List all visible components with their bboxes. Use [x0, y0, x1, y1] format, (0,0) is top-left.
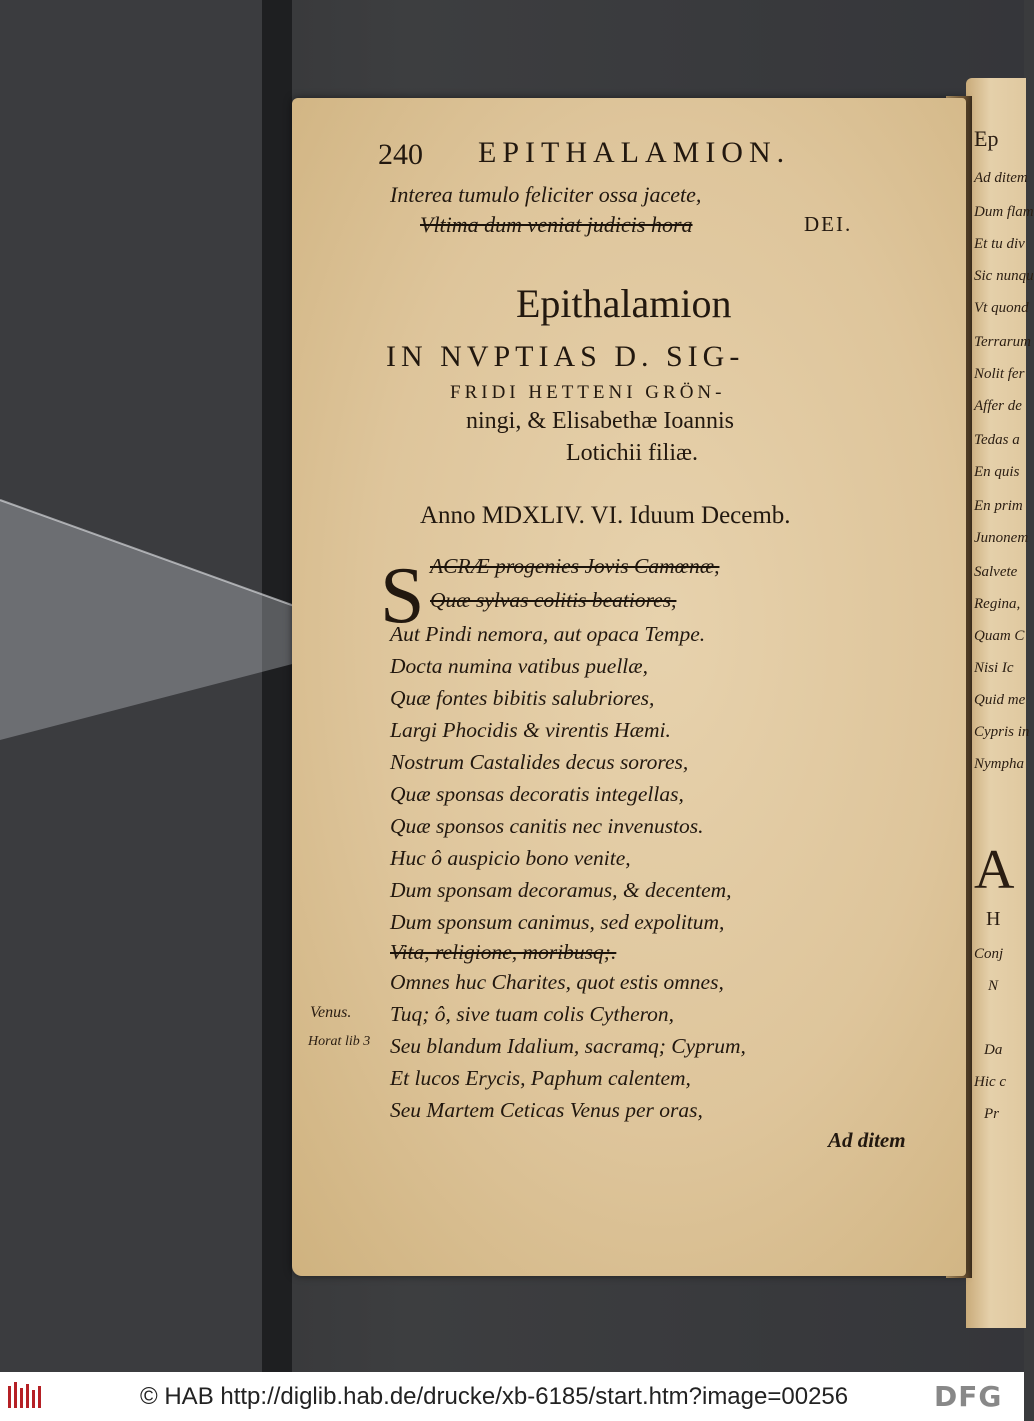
epitaph-line: Interea tumulo feliciter ossa jacete, [390, 182, 702, 207]
date-line: Anno MDXLIV. VI. Iduum Decemb. [420, 502, 791, 529]
facing-fragment: Nisi Ic [974, 660, 1014, 676]
margin-note: Horat lib 3 [308, 1034, 371, 1049]
verse-line: Dum sponsam decoramus, & decentem, [390, 878, 732, 902]
page-number: 240 [378, 138, 423, 171]
facing-page [966, 78, 1034, 1328]
verse-line: Seu Martem Ceticas Venus per oras, [390, 1098, 703, 1122]
attribution-link[interactable]: © HAB http://diglib.hab.de/drucke/xb-6185/start.htm?image=00256 [140, 1383, 849, 1410]
facing-fragment: Hic c [974, 1074, 1007, 1090]
facing-fragment: Et tu div [974, 236, 1025, 252]
facing-fragment: Terrarum [974, 334, 1031, 350]
verse-line: Largi Phocidis & virentis Hæmi. [390, 718, 671, 742]
verse-line: Vita, religione, moribusq;. [390, 940, 617, 964]
verse-line: Quæ sylvas colitis beatiores, [430, 588, 677, 612]
poem-subtitle-line: FRIDI HETTENI GRÖN- [450, 382, 726, 403]
margin-note: Venus. [310, 1004, 352, 1021]
epitaph-line: Vltima dum veniat judicis hora [420, 212, 693, 237]
verse-line: Dum sponsum canimus, sed expolitum, [390, 910, 725, 934]
glass-weight [0, 490, 340, 730]
verse-line: Aut Pindi nemora, aut opaca Tempe. [390, 622, 706, 646]
poem-title: Epithalamion [516, 281, 732, 326]
drop-cap: S [380, 552, 425, 640]
facing-fragment: En quis [974, 464, 1020, 480]
verse-line: Nostrum Castalides decus sorores, [390, 750, 689, 774]
poem-subtitle-line: IN NVPTIAS D. SIG- [386, 340, 745, 373]
facing-fragment: Tedas a [974, 432, 1020, 448]
verse-line: Quæ fontes bibitis salubriores, [390, 686, 655, 710]
facing-fragment: Sic nunqu [974, 268, 1034, 284]
verse-line: Docta numina vatibus puellæ, [390, 654, 648, 678]
footer-bar [0, 1372, 1024, 1421]
facing-fragment: Cypris in [974, 724, 1030, 740]
verse-line: Et lucos Erycis, Paphum calentem, [390, 1066, 691, 1090]
facing-fragment: En prim [974, 498, 1023, 514]
facing-fragment: Vt quond [974, 300, 1029, 316]
facing-fragment: Salvete [974, 564, 1018, 580]
facing-fragment: Dum flam [974, 204, 1034, 220]
facing-fragment: Nolit fer [974, 366, 1025, 382]
facing-fragment: Quid me [974, 692, 1026, 708]
facing-fragment: Conj [974, 946, 1004, 962]
catchword: Ad ditem [828, 1128, 906, 1152]
verse-line: Quæ sponsos canitis nec invenustos. [390, 814, 704, 838]
verse-line: Quæ sponsas decoratis integellas, [390, 782, 684, 806]
poem-subtitle-line: ningi, & Elisabethæ Ioannis [466, 408, 734, 434]
verse-line: ACRÆ progenies Jovis Camœnæ, [430, 554, 720, 578]
facing-fragment: Quam C [974, 628, 1025, 644]
facing-fragment: Pr [984, 1106, 999, 1122]
facing-fragment: Da [984, 1042, 1003, 1058]
facing-fragment: Affer de [974, 398, 1022, 414]
facing-fragment: H [986, 908, 1001, 930]
facing-fragment: Junonem [974, 530, 1029, 546]
library-logo-icon [6, 1380, 46, 1412]
dfg-logo: DFG [934, 1380, 1003, 1413]
verse-line: Omnes huc Charites, quot estis omnes, [390, 970, 724, 994]
facing-fragment: Ep [974, 126, 999, 151]
facing-fragment: Regina, [974, 596, 1021, 612]
facing-fragment: Nympha [974, 756, 1024, 772]
verse-line: Huc ô auspicio bono venite, [390, 846, 631, 870]
poem-subtitle-line: Lotichii filiæ. [566, 440, 698, 466]
running-title: EPITHALAMION. [478, 136, 791, 169]
facing-fragment: Ad ditem [974, 170, 1028, 186]
verse-line: Tuq; ô, sive tuam colis Cytheron, [390, 1002, 675, 1026]
epitaph-line-end: DEI. [804, 212, 853, 236]
facing-fragment: N [988, 978, 999, 994]
facing-fragment: A [974, 839, 1015, 901]
verse-line: Seu blandum Idalium, sacramq; Cyprum, [390, 1034, 746, 1058]
